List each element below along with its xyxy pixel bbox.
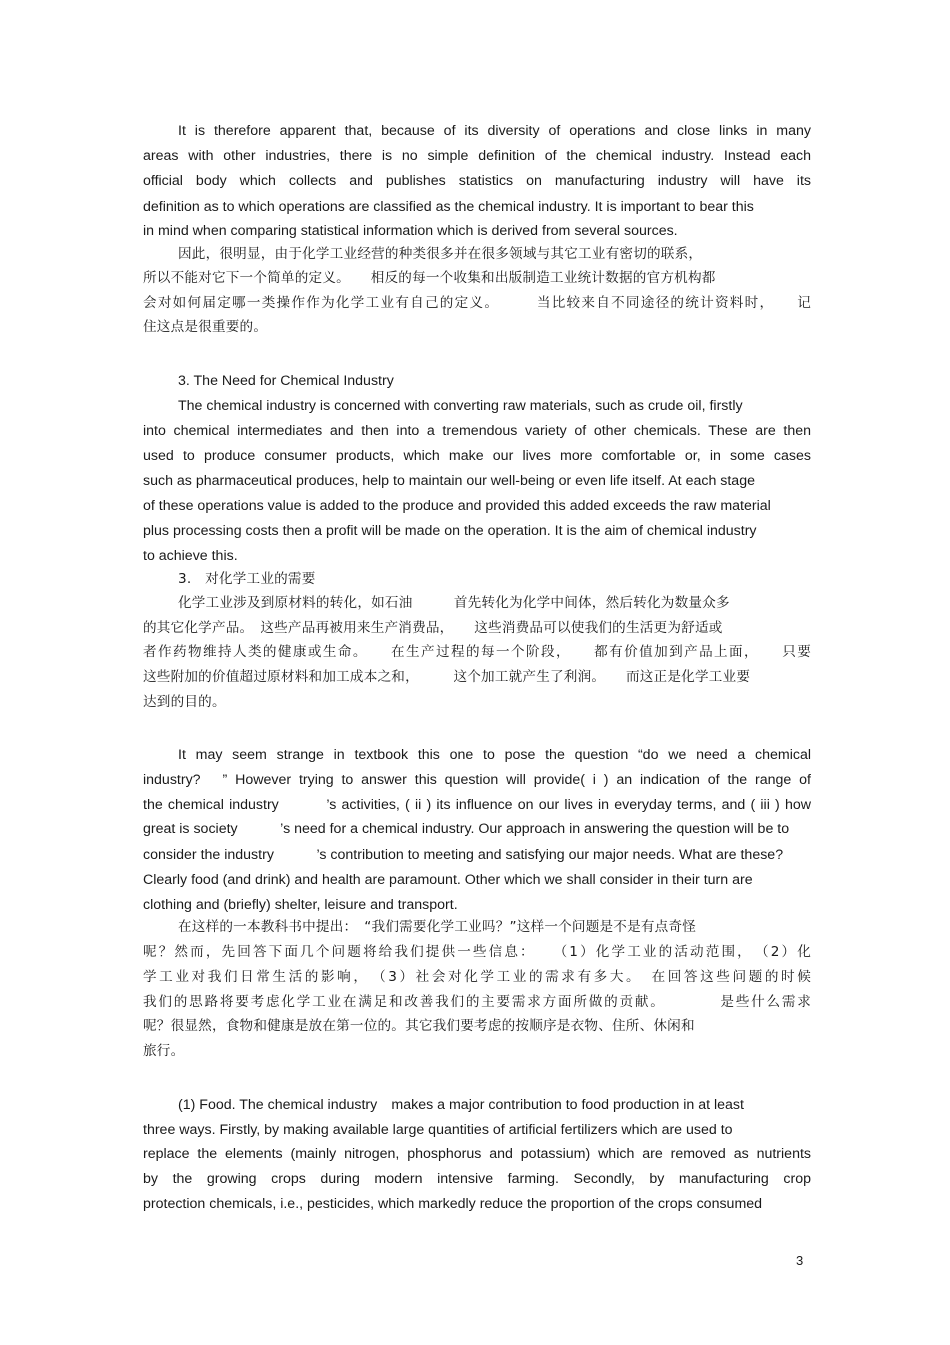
text-line: 住这点是很重要的。 (143, 319, 268, 335)
text-line: (1) Food. The chemical industry makes a major contribution to food production in at least (178, 1097, 744, 1113)
text-line: plus processing costs then a profit will be made on the operation. It is the aim of chemical industry (143, 523, 757, 539)
text-line: 达到的目的。 (143, 694, 226, 710)
text-line: definition as to which operations are classified as the chemical industry. It is important to bear this (143, 199, 754, 215)
text-line: replace the elements (mainly nitrogen, phosphorus and potassium) which are removed as nutrients (143, 1146, 811, 1162)
page-number: 3 (796, 1253, 804, 1268)
text-line: 在这样的一本教科书中提出： “我们需要化学工业吗？”这样一个问题是不是有点奇怪 (178, 919, 697, 935)
section-heading-cn: 3. 对化学工业的需要 (178, 571, 316, 587)
text-line: great is society ’s need for a chemical industry. Our approach in answering the question will be to (143, 821, 790, 837)
text-line: into chemical intermediates and then into a tremendous variety of other chemicals. These are then (143, 423, 811, 439)
text-line: 因此，很明显，由于化学工业经营的种类很多并在很多领域与其它工业有密切的联系， (178, 246, 703, 262)
text-line: official body which collects and publishes statistics on manufacturing industry will have its (143, 173, 811, 189)
text-line: 会对如何届定哪一类操作作为化学工业有自己的定义。 当比较来自不同途径的统计资料时， 记 (143, 295, 811, 311)
text-line: by the growing crops during modern intensive farming. Secondly, by manufacturing crop (143, 1171, 811, 1187)
text-line: It is therefore apparent that, because of its diversity of operations and close links in many (178, 123, 811, 139)
text-line: 我们的思路将要考虑化学工业在满足和改善我们的主要需求方面所做的贡献。 是些什么需求 (143, 994, 811, 1010)
text-line: industry? ” However trying to answer this question will provide( i ) an indication of the range of (143, 772, 811, 788)
text-line: 所以不能对它下一个简单的定义。 相反的每一个收集和出版制造工业统计数据的官方机构都 (143, 270, 716, 286)
text-line: 的其它化学产品。 这些产品再被用来生产消费品， 这些消费品可以使我们的生活更为舒适或 (143, 620, 723, 636)
text-line: three ways. Firstly, by making available large quantities of artificial fertilizers which are used to (143, 1122, 733, 1138)
text-line: protection chemicals, i.e., pesticides, which markedly reduce the proportion of the crops consumed (143, 1196, 763, 1212)
text-line: 化学工业涉及到原材料的转化，如石油 首先转化为化学中间体，然后转化为数量众多 (178, 595, 730, 611)
text-line: 者作药物维持人类的健康或生命。 在生产过程的每一个阶段， 都有价值加到产品上面， 只要 (143, 644, 811, 660)
text-line: in mind when comparing statistical information which is derived from several sources. (143, 223, 678, 239)
text-line: 呢？很显然，食物和健康是放在第一位的。其它我们要考虑的按顺序是衣物、住所、休闲和 (143, 1018, 695, 1034)
text-line: areas with other industries, there is no simple definition of the chemical industry. Instead each (143, 148, 811, 164)
text-line: the chemical industry ’s activities, ( ii ) its influence on our lives in everyday terms, and ( iii ) how (143, 797, 811, 813)
text-line: of these operations value is added to the produce and provided this added exceeds the raw material (143, 498, 771, 514)
text-line: 呢？然而，先回答下面几个问题将给我们提供一些信息： （1）化学工业的活动范围， （2）化 (143, 944, 811, 960)
text-line: 这些附加的价值超过原材料和加工成本之和， 这个加工就产生了利润。 而这正是化学工业要 (143, 669, 751, 685)
text-line: 旅行。 (143, 1043, 185, 1059)
text-line: The chemical industry is concerned with converting raw materials, such as crude oil, firstly (178, 398, 743, 414)
text-line: clothing and (briefly) shelter, leisure and transport. (143, 897, 458, 913)
text-line: to achieve this. (143, 548, 238, 564)
text-line: used to produce consumer products, which make our lives more comfortable or, in some cases (143, 448, 811, 464)
text-line: Clearly food (and drink) and health are paramount. Other which we shall consider in their turn are (143, 872, 753, 888)
text-line: such as pharmaceutical produces, help to maintain our well-being or even life itself. At each stage (143, 473, 755, 489)
text-line: 学工业对我们日常生活的影响， （3）社会对化学工业的需求有多大。 在回答这些问题的时候 (143, 969, 811, 985)
text-line: It may seem strange in textbook this one to pose the question “do we need a chemical (178, 747, 811, 763)
text-line: consider the industry ’s contribution to meeting and satisfying our major needs. What are these? (143, 847, 784, 863)
section-heading-en: 3. The Need for Chemical Industry (178, 373, 394, 389)
